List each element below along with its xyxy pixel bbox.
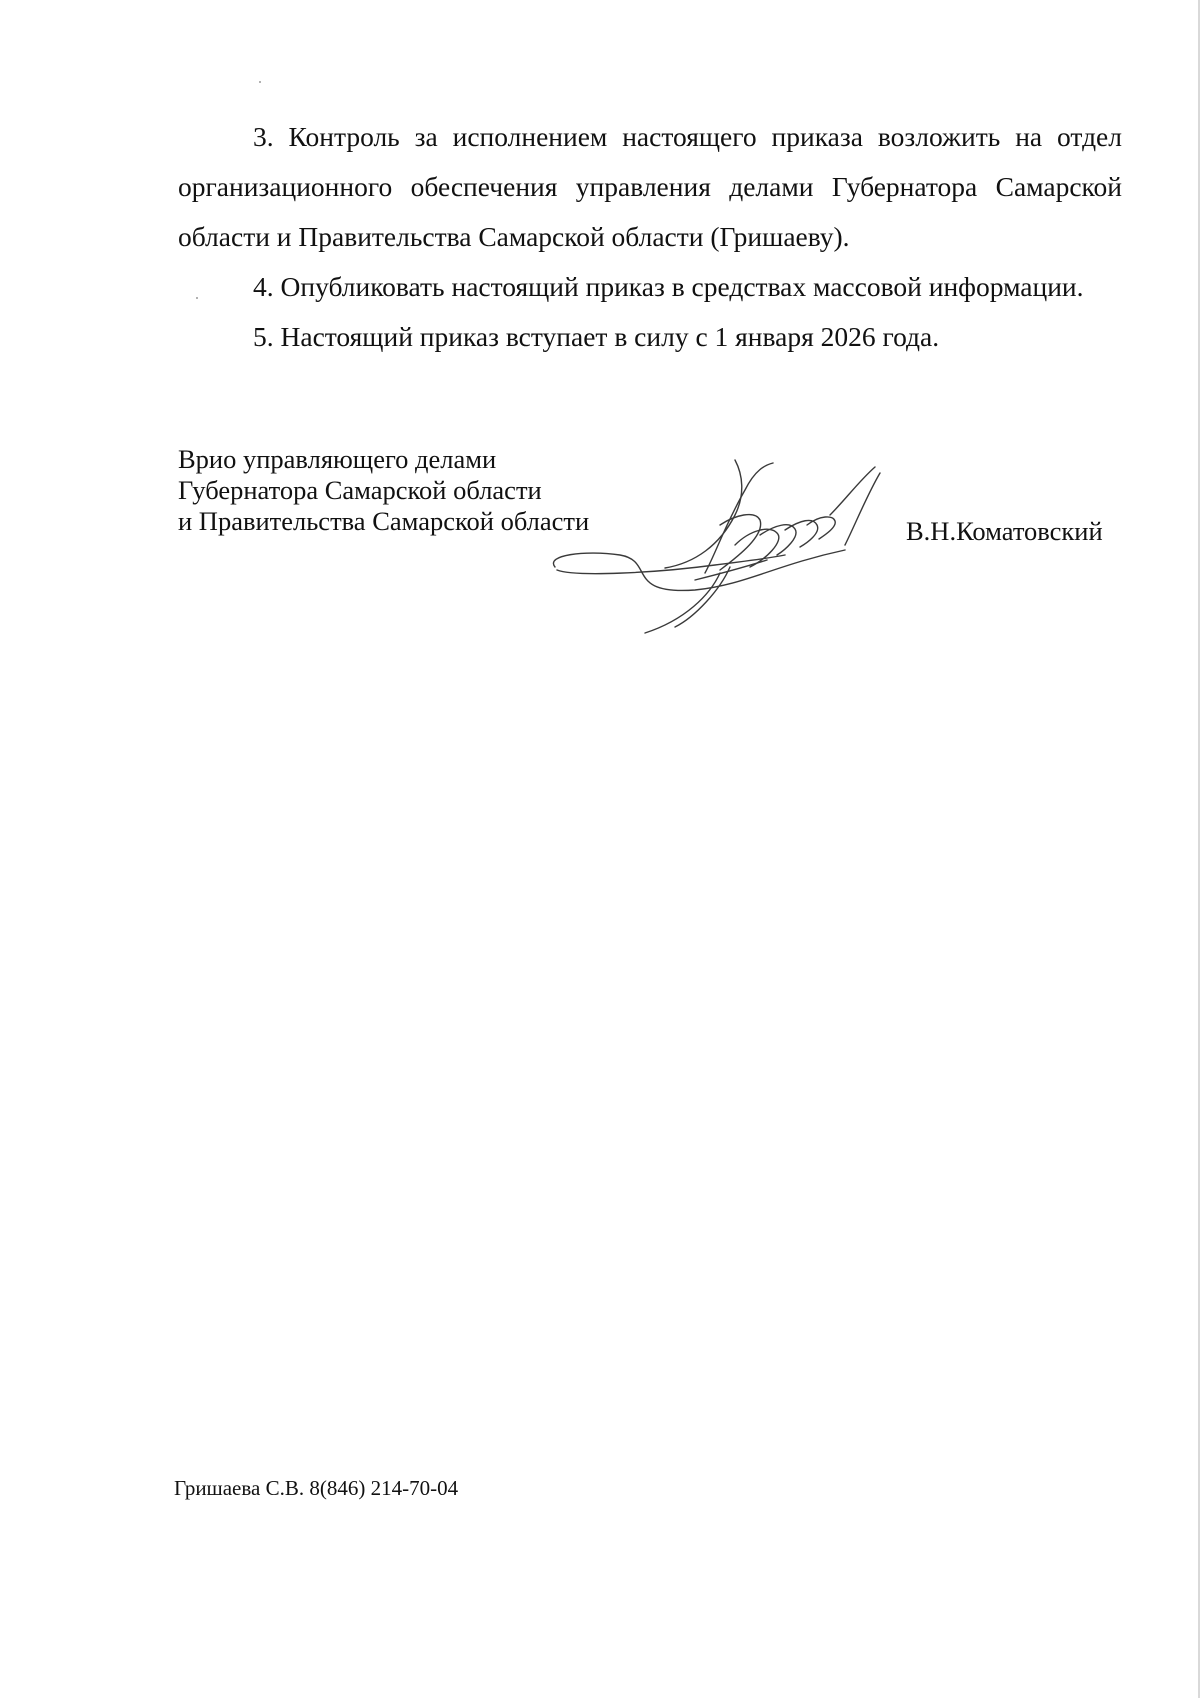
signer-name: В.Н.Коматовский — [906, 516, 1103, 546]
signer-position-line: и Правительства Самарской области — [178, 506, 590, 536]
paragraph-5: 5. Настоящий приказ вступает в силу с 1 января 2026 года. — [253, 321, 940, 352]
footer-contact: Гришаева С.В. 8(846) 214-70-04 — [174, 1476, 459, 1500]
signer-position-line: Губернатора Самарской области — [178, 475, 542, 505]
order-body — [178, 112, 1122, 362]
scan-speck — [259, 81, 261, 83]
paragraph-4: 4. Опубликовать настоящий приказ в средствах массовой информации. — [253, 271, 1084, 302]
signer-position — [178, 444, 589, 537]
handwritten-signature-icon — [545, 455, 945, 655]
paragraph-3: 3. Контроль за исполнением настоящего приказа возложить на отдел организационного обеспечения управления делами Губернатора Самарской области и Правительства Самарской области (Гришаеву). — [178, 121, 1122, 252]
signer-position-line: Врио управляющего делами — [178, 444, 497, 474]
